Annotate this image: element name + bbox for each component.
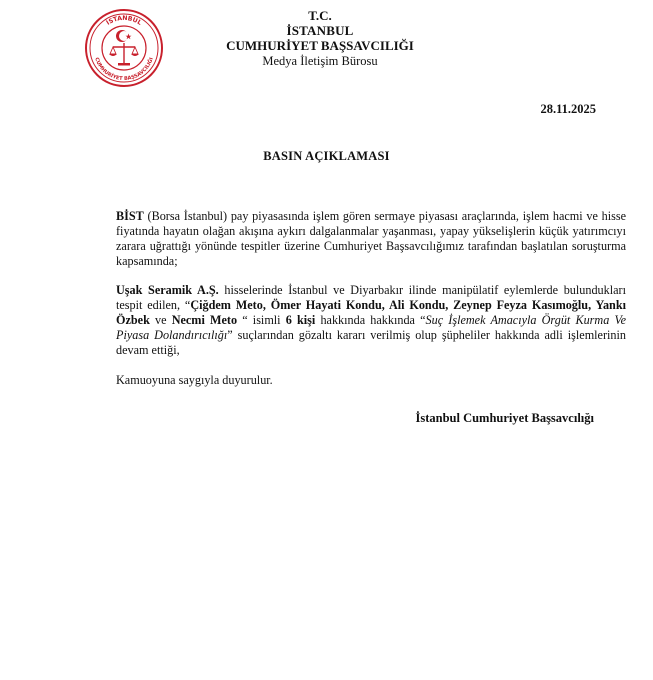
suspect-name-last: Necmi Meto: [171, 313, 238, 327]
header-institution: CUMHURİYET BAŞSAVCILIĞI: [226, 38, 414, 53]
bist-label: BİST: [116, 209, 144, 223]
paragraph-2: [82, 283, 626, 358]
header-office: Medya İletişim Bürosu: [262, 54, 378, 68]
header-city: İSTANBUL: [286, 23, 354, 38]
letterhead: [170, 8, 470, 69]
suspect-names: Çiğdem Meto, Ömer Hayati Kondu, Ali Kondu, Zeynep Feyza Kasımoğlu, Yankı Özbek: [116, 298, 626, 327]
document-title: BASIN AÇIKLAMASI: [263, 149, 390, 163]
crime-description: Suç İşlemek Amacıyla Örgüt Kurma Ve Piyasa Dolandırıcılığı: [116, 313, 626, 342]
paragraph-1: [82, 209, 626, 269]
signature: İstanbul Cumhuriyet Başsavcılığı: [415, 411, 594, 425]
suspect-count: 6 kişi: [285, 313, 316, 327]
paragraph-2-text-3: “ isimli: [237, 313, 286, 327]
paragraph-1-text: (Borsa İstanbul) pay piyasasında işlem gören sermaye piyasası araçlarında, işlem hacmi ve hisse fiyatında hayatın olağan akışına aykırı dalgalanmalar yaşanması, yapay yükselişlerin küçük yatırımcıyı zarara uğrattığı yönünde tespitler üzerine Cumhuriyet Başsavcılığımız tarafından başlatılan soruşturma kapsamında;: [116, 209, 626, 268]
header-tc: T.C.: [308, 8, 332, 23]
company-name: Uşak Seramik A.Ş.: [116, 283, 219, 297]
istanbul-prosecutor-seal-logo: [84, 8, 164, 88]
paragraph-2-text-5: ” suçlarından gözaltı kararı verilmiş olup şüpheliler hakkında adli işlemlerinin devam ettiği,: [116, 328, 626, 357]
svg-text:İSTANBUL: İSTANBUL: [105, 14, 143, 27]
svg-text:CUMHURİYET BAŞSAVCILIĞI: CUMHURİYET BAŞSAVCILIĞI: [93, 56, 155, 83]
paragraph-2-text-2: ve: [149, 313, 172, 327]
paragraph-3: Kamuoyuna saygıyla duyurulur.: [116, 373, 273, 387]
document-date: 28.11.2025: [540, 102, 596, 116]
paragraph-2-text-1: hisselerinde İstanbul ve Diyarbakır ilinde manipülatif eylemlerde bulundukları tespit edilen, “: [116, 283, 626, 312]
paragraph-2-text-4: hakkında hakkında “: [315, 313, 426, 327]
